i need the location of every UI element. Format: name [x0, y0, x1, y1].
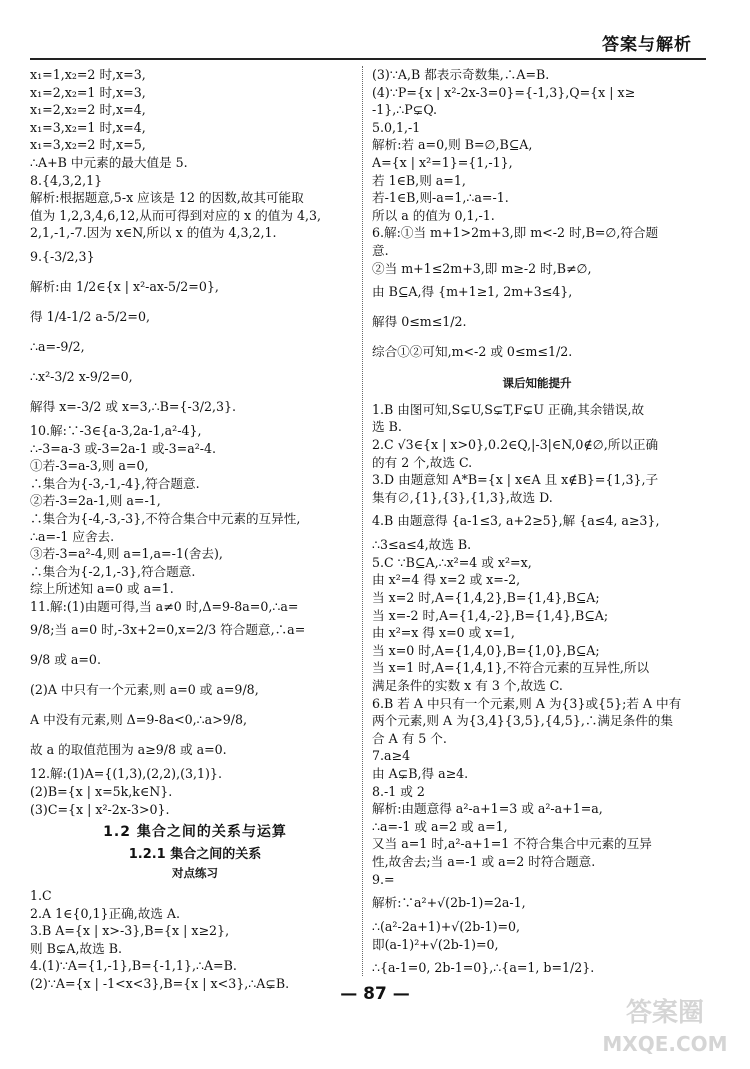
text-line: x₁=3,x₂=2 时,x=5, — [30, 137, 146, 153]
text-line: ∴集合为{-3,-1,-4},符合题意. — [30, 475, 200, 491]
text-line: (2)∵A={x | -1<x<3},B={x | x<3},∴A⊊B. — [30, 976, 290, 991]
text-line: ∴集合为{-4,-3,-3},不符合集合中元素的互异性, — [30, 510, 301, 526]
text-line: 的有 2 个,故选 C. — [372, 454, 473, 470]
watermark-line1: 答案圈 — [625, 998, 705, 1028]
text-line: 由 B⊆A,得 {m+1≥1, 2m+3≤4}, — [372, 284, 573, 300]
text-line: ②当 m+1≤2m+3,即 m≥-2 时,B≠∅, — [372, 260, 592, 276]
text-line: 7.a≥4 — [372, 748, 411, 764]
text-line: 意. — [372, 242, 389, 258]
text-line: (2)B={x | x=5k,k∈N}. — [30, 784, 173, 800]
watermark-logo — [590, 991, 740, 1061]
text-line: 解得 0≤m≤1/2. — [372, 314, 467, 330]
text-line: 9/8;当 a=0 时,-3x+2=0,x=2/3 符合题意,∴a= — [30, 622, 306, 638]
text-line: 综上所述知 a=0 或 a=1. — [30, 581, 174, 597]
text-line: 综合①②可知,m<-2 或 0≤m≤1/2. — [372, 344, 573, 360]
page-number: — 87 — — [340, 984, 410, 1004]
text-line: 1.B 由图可知,S⊊U,S⊊T,F⊊U 正确,其余错误,故 — [372, 401, 645, 417]
text-line: 故 a 的取值范围为 a≥9/8 或 a=0. — [30, 742, 227, 758]
text-line: 5.0,1,-1 — [372, 119, 421, 135]
text-line: (2)A 中只有一个元素,则 a=0 或 a=9/8, — [30, 682, 259, 698]
text-line: 2,1,-1,-7.因为 x∈N,所以 x 的值为 4,3,2,1. — [30, 225, 277, 241]
text-line: ∴x²-3/2 x-9/2=0, — [30, 368, 133, 384]
text-line: x₁=3,x₂=1 时,x=4, — [30, 119, 146, 135]
text-line: 所以 a 的值为 0,1,-1. — [372, 207, 495, 223]
text-line: x₁=2,x₂=1 时,x=3, — [30, 84, 146, 100]
text-line: ∴{a-1=0, 2b-1=0},∴{a=1, b=1/2}. — [372, 960, 595, 976]
text-line: 由 A⊊B,得 a≥4. — [372, 766, 469, 781]
text-line: 若 1∈B,则 a=1, — [372, 172, 466, 188]
text-line: ∴a=-1 或 a=2 或 a=1, — [372, 818, 508, 834]
text-line: ②若-3=2a-1,则 a=-1, — [30, 493, 161, 509]
text-line: ∴A+B 中元素的最大值是 5. — [30, 154, 188, 170]
header-title: 答案与解析 — [602, 35, 692, 55]
text-line: 11.解:(1)由题可得,当 a≠0 时,Δ=9-8a=0,∴a= — [30, 598, 299, 614]
text-line: 解析:由题意得 a²-a+1=3 或 a²-a+1=a, — [372, 801, 603, 817]
text-line: ∴a=-1 应舍去. — [30, 528, 115, 544]
section-heading: 1.2 集合之间的关系与运算 — [103, 824, 287, 841]
text-line: (3)C={x | x²-2x-3>0}. — [30, 801, 170, 817]
text-line: (4)∵P={x | x²-2x-3=0}={-1,3},Q={x | x≥ — [372, 84, 636, 100]
text-line: 3.D 由题意知 A*B={x | x∈A 且 x∉B}={1,3},子 — [372, 472, 659, 488]
text-line: 性,故舍去;当 a=-1 或 a=2 时符合题意. — [372, 853, 596, 869]
text-line: 又当 a=1 时,a²-a+1=1 不符合集合中元素的互异 — [372, 836, 652, 852]
text-line: ∴(a²-2a+1)+√(2b-1)=0, — [372, 919, 521, 935]
text-line: 值为 1,2,3,4,6,12,从而可得到对应的 x 的值为 4,3, — [30, 207, 321, 223]
text-line: 6.B 若 A 中只有一个元素,则 A 为{3}或{5};若 A 中有 — [372, 695, 682, 711]
text-line: A 中没有元素,则 Δ=9-8a<0,∴a>9/8, — [30, 712, 248, 728]
text-line: 当 x=2 时,A={1,4,2},B={1,4},B⊆A; — [372, 590, 600, 606]
section-heading: 对点练习 — [172, 866, 218, 881]
text-line: 则 B⊊A,故选 B. — [30, 940, 122, 956]
column-divider — [362, 66, 363, 976]
text-line: 6.解:①当 m+1>2m+3,即 m<-2 时,B=∅,符合题 — [372, 225, 659, 241]
text-line: 解析:∵a²+√(2b-1)=2a-1, — [372, 895, 526, 911]
text-line: 4.(1)∵A={1,-1},B={-1,1},∴A=B. — [30, 958, 237, 974]
text-line: ∴集合为{-2,1,-3},符合题意. — [30, 563, 196, 579]
watermark-line2: MXQE.COM — [602, 1032, 728, 1056]
text-line: 得 1/4-1/2 a-5/2=0, — [30, 308, 150, 324]
text-line: (3)∵A,B 都表示奇数集,∴A=B. — [372, 67, 550, 82]
text-line: A={x | x²=1}={1,-1}, — [372, 154, 513, 170]
section-heading: 课后知能提升 — [502, 376, 572, 391]
text-line: 解析:若 a=0,则 B=∅,B⊆A, — [372, 137, 533, 153]
right-column — [372, 66, 702, 983]
text-line: 8.-1 或 2 — [372, 783, 425, 799]
text-line: 集有∅,{1},{3},{1,3},故选 D. — [372, 489, 553, 505]
text-line: 5.C ∵B⊆A,∴x²=4 或 x²=x, — [372, 554, 532, 570]
text-line: 即(a-1)²+√(2b-1)=0, — [372, 936, 499, 952]
page-header — [0, 0, 750, 62]
text-line: 9.= — [372, 871, 395, 887]
text-line: 1.C — [30, 888, 52, 904]
text-line: 当 x=1 时,A={1,4,1},不符合元素的互异性,所以 — [372, 660, 650, 676]
text-line: ∴3≤a≤4,故选 B. — [372, 537, 472, 553]
text-line: 由 x²=4 得 x=2 或 x=-2, — [372, 572, 521, 588]
text-line: 解得 x=-3/2 或 x=3,∴B={-3/2,3}. — [30, 398, 237, 414]
text-line: 10.解:∵-3∈{a-3,2a-1,a²-4}, — [30, 422, 202, 438]
text-line: x₁=2,x₂=2 时,x=4, — [30, 102, 146, 118]
text-line: ∴-3=a-3 或-3=2a-1 或-3=a²-4. — [30, 440, 217, 456]
text-line: 当 x=-2 时,A={1,4,-2},B={1,4},B⊆A; — [372, 607, 609, 623]
text-line: ③若-3=a²-4,则 a=1,a=-1(舍去), — [30, 546, 223, 562]
text-line: 选 B. — [372, 419, 402, 435]
text-line: 合 A 有 5 个. — [372, 730, 447, 746]
text-line: 解析:由 1/2∈{x | x²-ax-5/2=0}, — [30, 278, 219, 294]
section-heading: 1.2.1 集合之间的关系 — [128, 846, 262, 862]
text-line: 9.{-3/2,3} — [30, 248, 95, 264]
text-line: 2.C √3∈{x | x>0},0.2∈Q,|-3|∈N,0∉∅,所以正确 — [372, 436, 659, 452]
text-line: x₁=1,x₂=2 时,x=3, — [30, 67, 146, 82]
text-line: 两个元素,则 A 为{3,4}{3,5},{4,5},∴满足条件的集 — [372, 713, 673, 729]
header-rule — [30, 58, 706, 60]
text-line: 3.B A={x | x>-3},B={x | x≥2}, — [30, 923, 230, 939]
text-line: 解析:根据题意,5-x 应该是 12 的因数,故其可能取 — [30, 190, 304, 206]
text-line: 12.解:(1)A={(1,3),(2,2),(3,1)}. — [30, 766, 222, 782]
text-line: -1},∴P⊊Q. — [372, 102, 438, 118]
text-line: 9/8 或 a=0. — [30, 652, 101, 668]
text-line: 当 x=0 时,A={1,4,0},B={1,0},B⊆A; — [372, 642, 600, 658]
text-line: 2.A 1∈{0,1}正确,故选 A. — [30, 905, 180, 921]
text-line: 4.B 由题意得 {a-1≤3, a+2≥5},解 {a≤4, a≥3}, — [372, 513, 660, 529]
text-line: ①若-3=a-3,则 a=0, — [30, 458, 149, 474]
text-line: 若-1∈B,则-a=1,∴a=-1. — [372, 190, 509, 206]
text-line: ∴a=-9/2, — [30, 338, 85, 354]
text-line: 满足条件的实数 x 有 3 个,故选 C. — [372, 678, 563, 694]
left-column — [30, 66, 360, 993]
text-line: 由 x²=x 得 x=0 或 x=1, — [372, 625, 515, 641]
text-line: 8.{4,3,2,1} — [30, 172, 103, 188]
